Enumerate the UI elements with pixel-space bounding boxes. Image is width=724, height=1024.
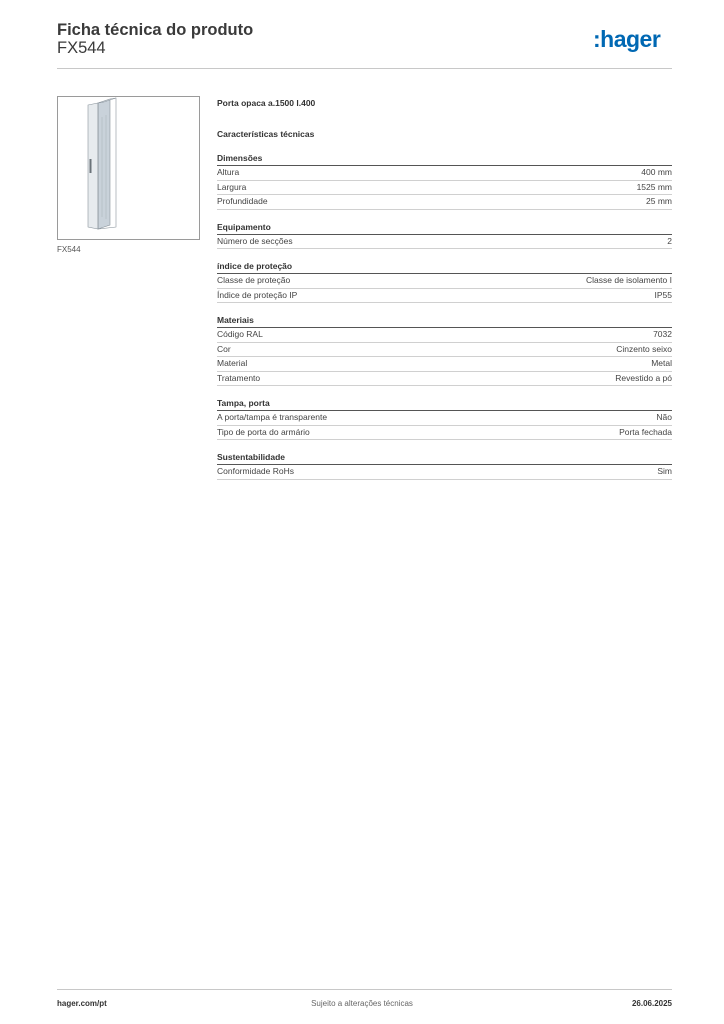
spec-label: Conformidade RoHs — [217, 466, 295, 476]
spec-value: Revestido a pó — [615, 372, 672, 383]
product-name: Porta opaca a.1500 l.400 — [217, 98, 316, 108]
spec-row — [217, 181, 672, 196]
spec-row — [217, 166, 672, 181]
spec-label: Material — [217, 358, 248, 368]
spec-row — [217, 289, 672, 304]
spec-value: 7032 — [653, 329, 672, 339]
spec-label: Altura — [217, 167, 240, 177]
spec-label: Código RAL — [217, 329, 263, 339]
spec-content — [217, 96, 672, 480]
spec-value: 25 mm — [646, 196, 672, 206]
product-code: FX544 — [57, 39, 106, 57]
hager-logo: :hager — [593, 26, 661, 52]
spec-row — [217, 372, 672, 387]
group-title: índice de proteção — [217, 260, 672, 274]
spec-label: Classe de proteção — [217, 275, 291, 285]
spec-label: Cor — [217, 343, 231, 354]
spec-label: Índice de proteção IP — [217, 289, 298, 300]
footer-divider — [57, 989, 672, 990]
group-title: Sustentabilidade — [217, 451, 672, 465]
spec-row — [217, 274, 672, 289]
group-title: Materiais — [217, 314, 672, 328]
spec-row — [217, 426, 672, 441]
spec-row — [217, 357, 672, 372]
spec-group-materiais — [217, 314, 672, 386]
spec-value: IP55 — [654, 289, 672, 300]
spec-group-protecao — [217, 260, 672, 303]
spec-group-tampa-porta — [217, 397, 672, 440]
spec-row — [217, 328, 672, 343]
footer-note: Sujeito a alterações técnicas — [311, 999, 413, 1008]
group-title: Dimensões — [217, 152, 672, 166]
spec-value: Cinzento seixo — [616, 343, 672, 354]
spec-row — [217, 411, 672, 426]
spec-row — [217, 343, 672, 358]
spec-label: Largura — [217, 181, 247, 192]
group-title: Equipamento — [217, 221, 672, 235]
spec-group-equipamento — [217, 221, 672, 250]
page-title: Ficha técnica do produto — [57, 21, 254, 39]
spec-label: Profundidade — [217, 196, 268, 206]
spec-label: A porta/tampa é transparente — [217, 412, 328, 422]
door-panel-illustration — [58, 97, 199, 239]
spec-value: Metal — [651, 358, 672, 368]
section-heading: Características técnicas — [217, 129, 315, 139]
spec-value: 400 mm — [641, 167, 672, 177]
spec-group-sustentabilidade — [217, 451, 672, 480]
spec-row — [217, 235, 672, 250]
spec-value: Sim — [657, 466, 672, 476]
product-image — [57, 96, 200, 240]
header-divider — [57, 68, 672, 69]
spec-value: 2 — [667, 235, 672, 246]
spec-label: Número de secções — [217, 235, 293, 246]
spec-label: Tratamento — [217, 372, 261, 383]
spec-value: Classe de isolamento I — [586, 275, 672, 285]
spec-row — [217, 465, 672, 480]
footer-website[interactable]: hager.com/pt — [57, 999, 107, 1008]
spec-value: Porta fechada — [619, 426, 672, 437]
spec-row — [217, 195, 672, 210]
spec-label: Tipo de porta do armário — [217, 426, 310, 437]
image-caption: FX544 — [57, 245, 81, 254]
spec-group-dimensoes — [217, 152, 672, 210]
footer-date: 26.06.2025 — [631, 999, 672, 1008]
group-title: Tampa, porta — [217, 397, 672, 411]
spec-value: 1525 mm — [636, 181, 672, 192]
spec-value: Não — [656, 412, 672, 422]
